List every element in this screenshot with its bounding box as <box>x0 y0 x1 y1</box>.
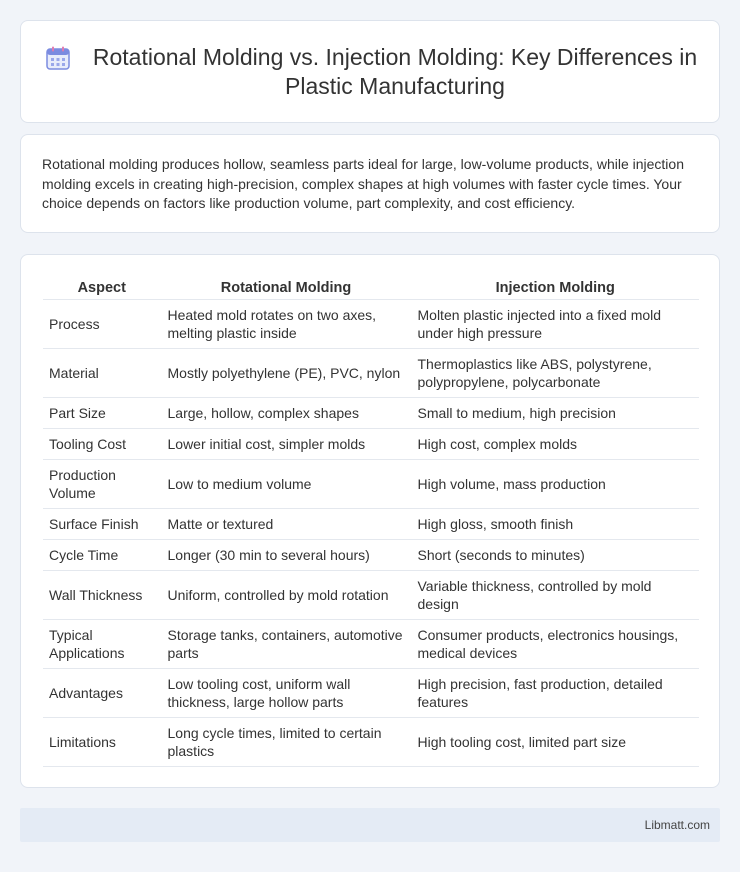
injection-cell: Consumer products, electronics housings, medical devices <box>411 619 699 668</box>
comparison-table <box>43 277 699 767</box>
injection-cell: Small to medium, high precision <box>411 397 699 428</box>
injection-cell: High tooling cost, limited part size <box>411 717 699 766</box>
table-row <box>43 539 699 570</box>
rotational-cell: Long cycle times, limited to certain plastics <box>161 717 411 766</box>
aspect-cell: Typical Applications <box>43 619 161 668</box>
rotational-cell: Low to medium volume <box>161 459 411 508</box>
comparison-table-card <box>20 254 720 788</box>
table-row <box>43 428 699 459</box>
injection-cell: High precision, fast production, detailed features <box>411 668 699 717</box>
rotational-cell: Uniform, controlled by mold rotation <box>161 570 411 619</box>
header-aspect: Aspect <box>43 277 161 299</box>
aspect-cell: Limitations <box>43 717 161 766</box>
aspect-cell: Part Size <box>43 397 161 428</box>
rotational-cell: Mostly polyethylene (PE), PVC, nylon <box>161 348 411 397</box>
footer-brand-link[interactable]: Libmatt.com <box>644 818 710 832</box>
table-header-row <box>43 277 699 299</box>
injection-cell: High volume, mass production <box>411 459 699 508</box>
injection-cell: High cost, complex molds <box>411 428 699 459</box>
rotational-cell: Lower initial cost, simpler molds <box>161 428 411 459</box>
table-row <box>43 717 699 766</box>
rotational-cell: Low tooling cost, uniform wall thickness, large hollow parts <box>161 668 411 717</box>
aspect-cell: Wall Thickness <box>43 570 161 619</box>
intro-text: Rotational molding produces hollow, seamless parts ideal for large, low-volume products, while injection molding excels in creating high-precision, complex shapes at high volumes with faster cycle times. Your choice depends on factors like production volume, part complexity, and cost efficiency. <box>42 156 684 211</box>
calendar-icon <box>45 45 71 71</box>
table-row <box>43 570 699 619</box>
table-row <box>43 668 699 717</box>
footer <box>20 808 720 842</box>
aspect-cell: Production Volume <box>43 459 161 508</box>
aspect-cell: Advantages <box>43 668 161 717</box>
rotational-cell: Matte or textured <box>161 508 411 539</box>
table-row <box>43 397 699 428</box>
injection-cell: High gloss, smooth finish <box>411 508 699 539</box>
table-row <box>43 619 699 668</box>
injection-cell: Short (seconds to minutes) <box>411 539 699 570</box>
header-card <box>20 20 720 123</box>
table-row <box>43 299 699 348</box>
rotational-cell: Large, hollow, complex shapes <box>161 397 411 428</box>
aspect-cell: Material <box>43 348 161 397</box>
injection-cell: Variable thickness, controlled by mold design <box>411 570 699 619</box>
table-row <box>43 459 699 508</box>
header-rotational: Rotational Molding <box>161 277 411 299</box>
header-injection: Injection Molding <box>411 277 699 299</box>
rotational-cell: Heated mold rotates on two axes, melting plastic inside <box>161 299 411 348</box>
rotational-cell: Storage tanks, containers, automotive parts <box>161 619 411 668</box>
header <box>45 43 699 101</box>
intro-card <box>20 134 720 233</box>
page-title: Rotational Molding vs. Injection Molding: Key Differences in Plastic Manufacturing <box>92 44 698 99</box>
table-row <box>43 348 699 397</box>
rotational-cell: Longer (30 min to several hours) <box>161 539 411 570</box>
injection-cell: Molten plastic injected into a fixed mold under high pressure <box>411 299 699 348</box>
aspect-cell: Process <box>43 299 161 348</box>
injection-cell: Thermoplastics like ABS, polystyrene, polypropylene, polycarbonate <box>411 348 699 397</box>
aspect-cell: Cycle Time <box>43 539 161 570</box>
table-row <box>43 508 699 539</box>
aspect-cell: Surface Finish <box>43 508 161 539</box>
aspect-cell: Tooling Cost <box>43 428 161 459</box>
